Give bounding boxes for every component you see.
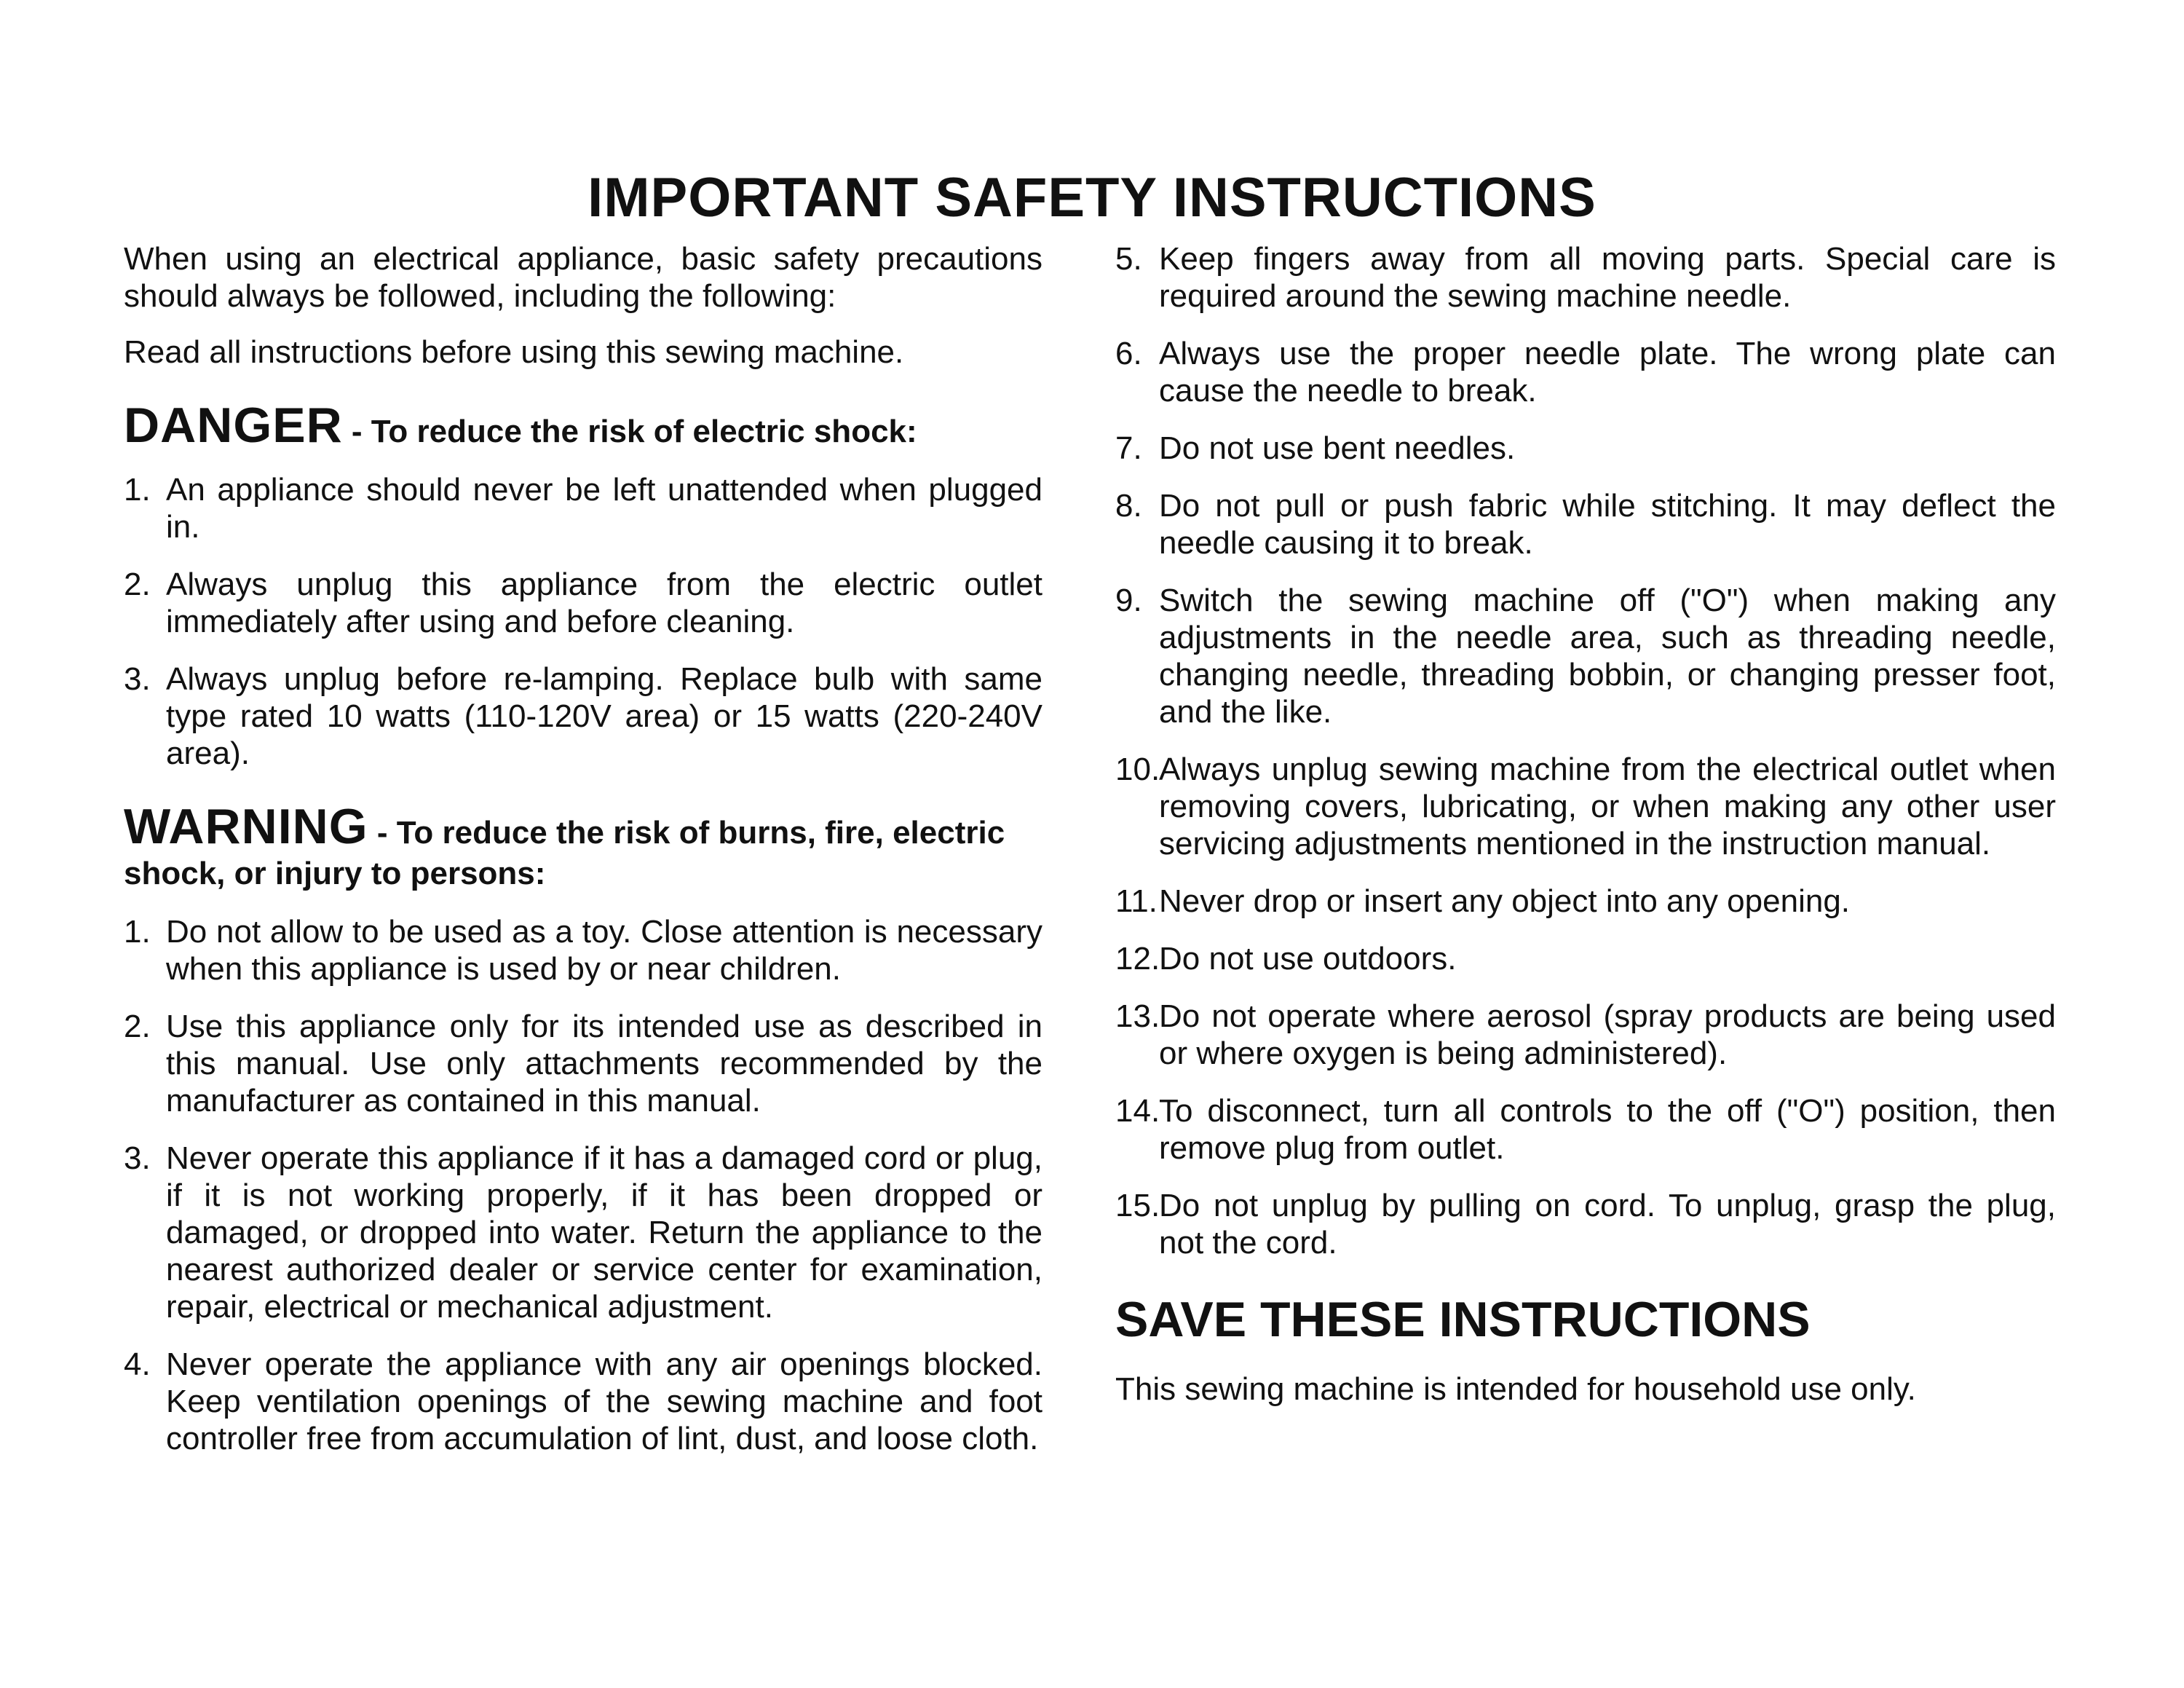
item-text: Use this appliance only for its intended use as described in this manual. Use only attachments recommended by the manufacturer as contained in this manual. [166, 1009, 1042, 1119]
danger-title: DANGER [124, 398, 343, 453]
danger-subtitle: - To reduce the risk of electric shock: [342, 414, 917, 449]
warning-subtitle: - To reduce the risk of burns, fire, electric shock, or injury to persons: [124, 815, 1005, 891]
item-text: Do not pull or push fabric while stitching. It may deflect the needle causing it to break. [1159, 488, 2056, 561]
item-number: 1. [124, 914, 151, 950]
item-text: Never operate the appliance with any air openings blocked. Keep ventilation openings of the sewing machine and foot controller free from accumulation of lint, dust, and loose cloth. [166, 1346, 1042, 1456]
item-text: Do not allow to be used as a toy. Close attention is necessary when this appliance is used by or near children. [166, 914, 1042, 987]
item-text: Never operate this appliance if it has a damaged cord or plug, if it is not working properly, if it has been dropped or damaged, or dropped into water. Return the appliance to the nearest authorized dealer or service center for examination, repair, electrical or mechanical adjustment. [166, 1140, 1042, 1325]
right-column [1115, 240, 2056, 1427]
item-number: 1. [124, 472, 151, 508]
item-number: 6. [1115, 336, 1142, 371]
item-number: 15. [1115, 1188, 1160, 1223]
warning-title: WARNING [124, 799, 368, 854]
intro-text: When using an electrical appliance, basic safety precautions should always be followed, including the following: [124, 241, 1042, 314]
warning-list-part1 [124, 913, 1042, 1457]
list-item [1115, 430, 2056, 467]
warning-list-part2 [1115, 240, 2056, 1261]
item-number: 4. [124, 1346, 151, 1382]
list-item [1115, 751, 2056, 862]
item-text: Always unplug before re-lamping. Replace bulb with same type rated 10 watts (110-120V area) or 15 watts (220-240V area). [166, 661, 1042, 771]
household-use-text: This sewing machine is intended for household use only. [1115, 1371, 1916, 1407]
item-number: 2. [124, 1009, 151, 1044]
item-number: 7. [1115, 430, 1142, 466]
list-item [1115, 487, 2056, 561]
danger-list [124, 471, 1042, 772]
item-number: 9. [1115, 583, 1142, 618]
warning-heading [124, 801, 1042, 894]
item-number: 12. [1115, 941, 1160, 977]
item-number: 10. [1115, 752, 1160, 787]
read-instructions-text: Read all instructions before using this sewing machine. [124, 334, 904, 370]
left-column [124, 240, 1042, 1478]
item-text: Always use the proper needle plate. The wrong plate can cause the needle to break. [1159, 336, 2056, 409]
list-item [1115, 1092, 2056, 1167]
item-text: Never drop or insert any object into any opening. [1159, 883, 1851, 919]
list-item [1115, 335, 2056, 409]
list-item [1115, 582, 2056, 730]
item-text: Switch the sewing machine off ("O") when making any adjustments in the needle area, such as threading needle, changing needle, threading bobbin, or changing presser foot, and the like. [1159, 583, 2056, 730]
item-number: 5. [1115, 241, 1142, 277]
list-item [1115, 240, 2056, 315]
list-item [1115, 883, 2056, 920]
item-text: Do not use outdoors. [1159, 941, 1457, 977]
item-text: Keep fingers away from all moving parts. Special care is required around the sewing machine needle. [1159, 241, 2056, 314]
item-number: 3. [124, 661, 151, 697]
item-text: Always unplug sewing machine from the electrical outlet when removing covers, lubricating, or when making any other user servicing adjustments mentioned in the instruction manual. [1159, 752, 2056, 861]
list-item [1115, 998, 2056, 1072]
item-number: 8. [1115, 488, 1142, 524]
item-text: An appliance should never be left unattended when plugged in. [166, 472, 1042, 545]
item-number: 3. [124, 1140, 151, 1176]
danger-heading [124, 400, 1042, 452]
item-number: 13. [1115, 998, 1160, 1034]
item-text: Do not operate where aerosol (spray products are being used or where oxygen is being administered). [1159, 998, 2056, 1071]
item-text: Do not use bent needles. [1159, 430, 1516, 466]
list-item [124, 1140, 1042, 1325]
list-item [1115, 940, 2056, 977]
item-text: To disconnect, turn all controls to the off ("O") position, then remove plug from outlet. [1159, 1093, 2056, 1166]
page-title: IMPORTANT SAFETY INSTRUCTIONS [587, 167, 1597, 229]
list-item [124, 566, 1042, 640]
list-item [124, 913, 1042, 987]
list-item [124, 1008, 1042, 1119]
save-instructions-heading: SAVE THESE INSTRUCTIONS [1115, 1292, 1811, 1347]
list-item [1115, 1187, 2056, 1261]
list-item [124, 1346, 1042, 1457]
item-text: Always unplug this appliance from the electric outlet immediately after using and before cleaning. [166, 567, 1042, 639]
list-item [124, 471, 1042, 545]
list-item [124, 660, 1042, 772]
item-number: 11. [1115, 883, 1158, 919]
item-number: 2. [124, 567, 151, 602]
item-number: 14. [1115, 1093, 1160, 1129]
item-text: Do not unplug by pulling on cord. To unplug, grasp the plug, not the cord. [1159, 1188, 2056, 1261]
